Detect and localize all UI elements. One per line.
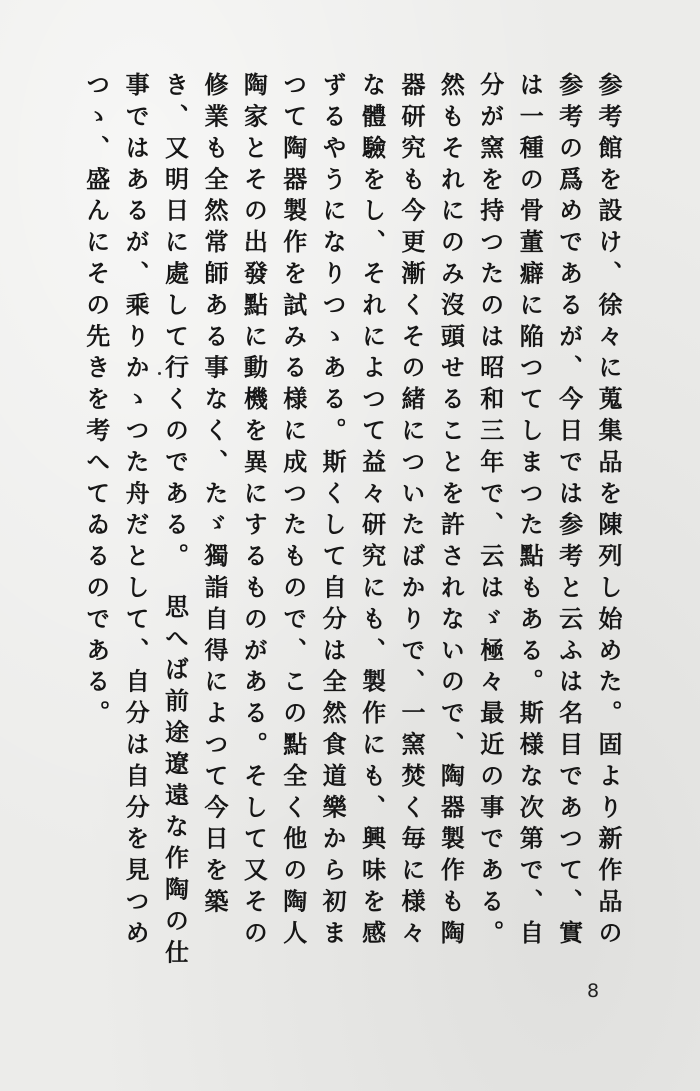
text-line: るが、今日では参考と云ふは名目であつて、實は一種の骨董癖に陥つてしまつた — [515, 72, 584, 952]
text-line: 究も今更漸くその緒についたばかりで、一窯焚く毎に様々な體驗をし、それに — [357, 72, 426, 952]
ink-speck — [158, 372, 161, 375]
text-line: 事である。然もそれにのみ沒頭せることを許されないので、陶器製作も陶器研 — [396, 72, 505, 952]
body-text — [76, 72, 628, 972]
text-line: く他の陶人陶家とその出發點に動機を異にするものがある。そして又その修業 — [199, 72, 308, 952]
text-line: くのである。 — [160, 386, 190, 563]
text-line: 點もある。斯様な次第で、自分が窯を持つたのは昭和三年で、云はゞ極々最近の — [475, 72, 545, 952]
text-line: 自分は全然食道樂から初まつて陶器製作を試みる様に成つたもので、この點全 — [278, 72, 348, 952]
text-line: 参考館を設け、徐々に蒐集品を陳列し始めた。固より新作品の参考の爲めであ — [554, 72, 623, 952]
text-line: よつて益々研究にも、製作にも、興味を感ずるやうになりつゝある。斯くして — [318, 72, 387, 952]
page-number: 8 — [587, 980, 600, 1002]
text-line: 思へば前途遼遠な作陶の仕事ではあるが、乘りかゝつた舟だとして、自分は — [121, 72, 190, 971]
text-line: 自分を見つめつゝ、盛んにその先きを考へてゐるのである。 — [81, 72, 151, 952]
text-line: も全然常師ある事なく、たゞ獨詣自得によつて今日を築き、又明日に處して行 — [160, 72, 229, 920]
